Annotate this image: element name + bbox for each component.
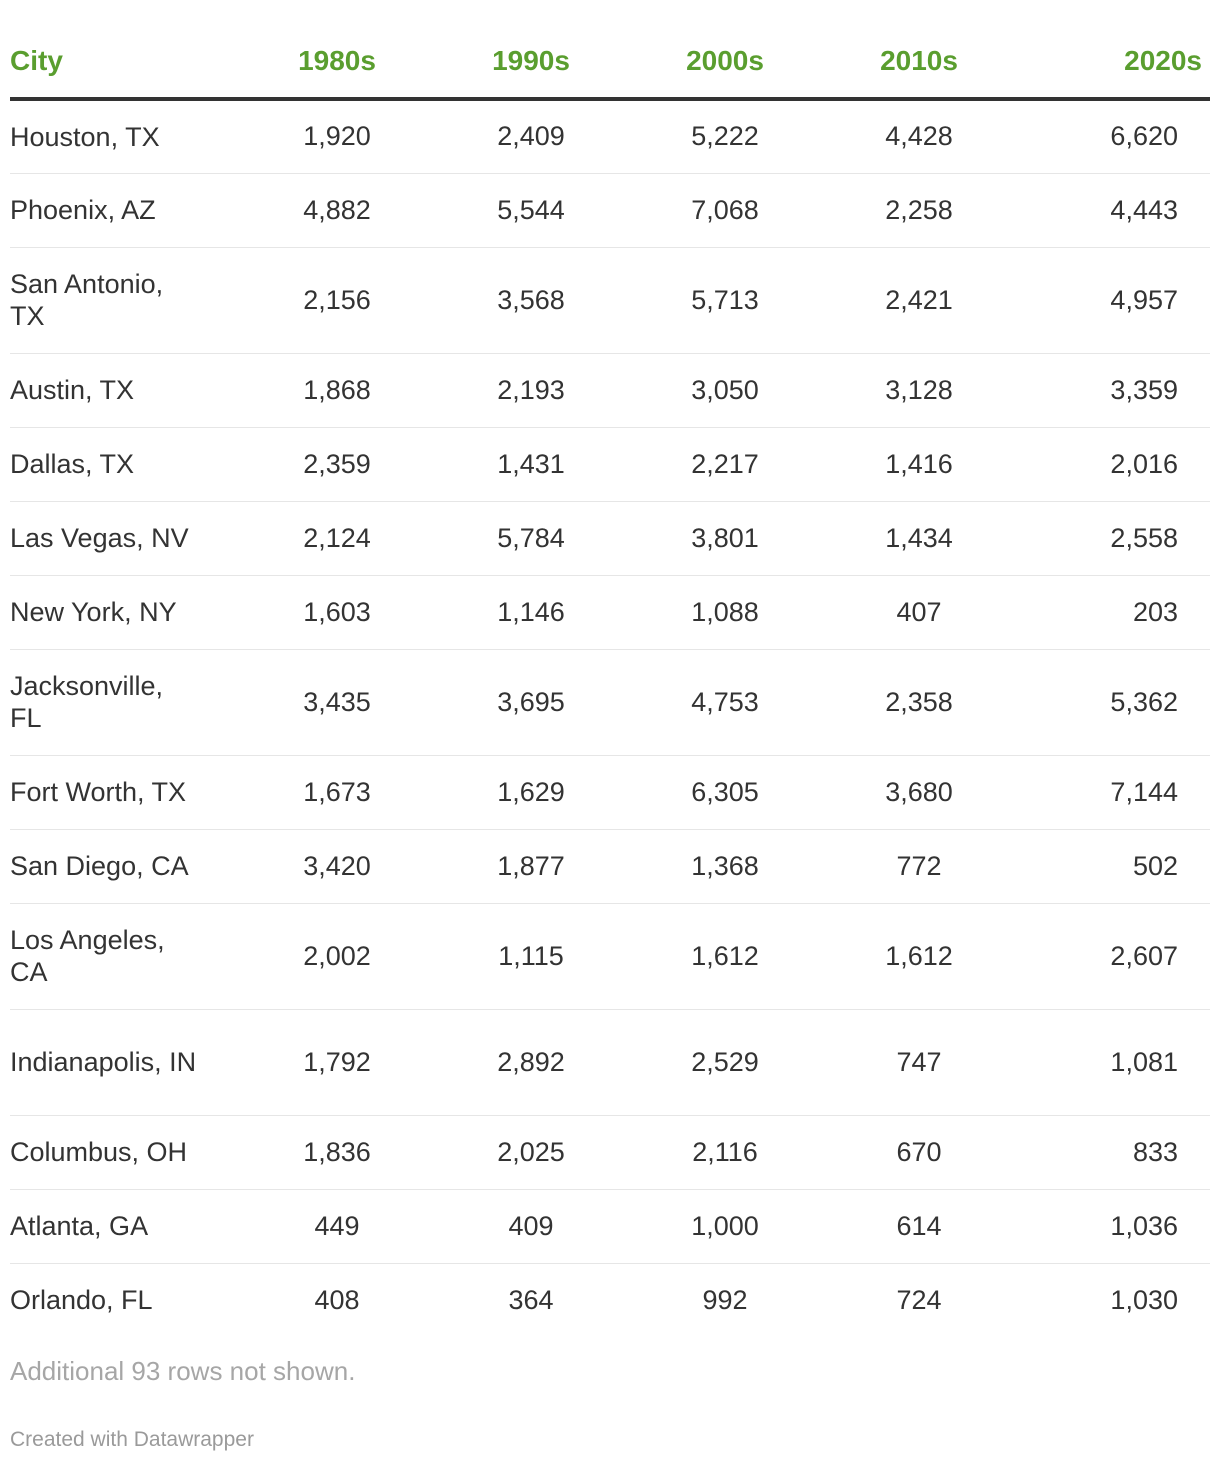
cell-2000s: 1,368 [628,829,822,903]
cell-2000s: 6,305 [628,755,822,829]
cell-2010s: 407 [822,575,1016,649]
cell-2000s: 2,529 [628,1009,822,1115]
cell-1980s: 449 [240,1189,434,1263]
cell-1990s: 409 [434,1189,628,1263]
cell-2010s: 3,680 [822,755,1016,829]
table-container [10,0,1210,1337]
cell-1990s: 1,146 [434,575,628,649]
cell-2010s: 614 [822,1189,1016,1263]
cell-1980s: 408 [314,1284,360,1315]
cell-2020s: 6,620 [1016,99,1210,173]
cell-2000s: 5,713 [628,247,822,353]
cell-1980s: 3,420 [240,829,434,903]
cell-1980s: 2,156 [240,247,434,353]
table-row [10,247,1210,353]
cell-2020s: 502 [1016,829,1210,903]
table-row [10,903,1210,1009]
cell-1980s: 1,603 [240,575,434,649]
cell-2000s: 1,000 [628,1189,822,1263]
column-header-1980s[interactable]: 1980s [240,0,434,99]
cell-2020s: 2,016 [1016,427,1210,501]
cell-1990s: 1,431 [434,427,628,501]
cell-1990s: 1,115 [434,903,628,1009]
cell-2020s: 3,359 [1016,353,1210,427]
cell-2000s: 5,222 [628,99,822,173]
cell-city: Houston, TX [10,99,240,173]
cell-city: Jacksonville, FL [10,649,240,755]
table-header-row [10,0,1210,99]
cell-1980s: 2,359 [240,427,434,501]
cell-1980s: 3,435 [240,649,434,755]
cell-1980s: 2,002 [240,903,434,1009]
cell-1990s: 2,193 [434,353,628,427]
cell-2020s: 5,362 [1016,649,1210,755]
cell-1990s: 364 [508,1284,554,1315]
cell-2020s: 7,144 [1016,755,1210,829]
cell-1980s: 1,920 [240,99,434,173]
cell-1980s: 1,868 [240,353,434,427]
cell-2020s: 2,558 [1016,501,1210,575]
cell-city: Atlanta, GA [10,1189,240,1263]
cell-city: Indianapolis, IN [10,1009,240,1115]
cell-2020s: 4,957 [1016,247,1210,353]
column-header-2010s[interactable]: 2010s [822,0,1016,99]
cell-city: Orlando, FL [10,1285,153,1316]
cell-1980s: 1,792 [240,1009,434,1115]
cell-1980s: 1,836 [240,1115,434,1189]
cell-2020s: 4,443 [1016,173,1210,247]
table-row [10,829,1210,903]
table-body [10,99,1210,1337]
cell-2010s: 772 [822,829,1016,903]
cell-2000s: 3,050 [628,353,822,427]
cell-1990s: 3,568 [434,247,628,353]
datawrapper-credit: Created with Datawrapper [10,1428,254,1451]
cell-2020s: 2,607 [1016,903,1210,1009]
cell-city: San Diego, CA [10,829,240,903]
table-row [10,575,1210,649]
cell-1990s: 3,695 [434,649,628,755]
cell-1990s: 1,877 [434,829,628,903]
table-row [10,427,1210,501]
column-header-2020s[interactable]: 2020s [1016,0,1210,99]
cell-2000s: 7,068 [628,173,822,247]
table-row [10,649,1210,755]
table-row [10,353,1210,427]
cell-2000s: 2,116 [628,1115,822,1189]
cell-city: Phoenix, AZ [10,173,240,247]
cell-2010s: 1,434 [822,501,1016,575]
table-row [10,1009,1210,1115]
cell-2010s: 4,428 [822,99,1016,173]
table-row [10,99,1210,173]
cell-2020s: 1,081 [1016,1009,1210,1115]
column-header-2000s[interactable]: 2000s [628,0,822,99]
cell-2000s: 3,801 [628,501,822,575]
table-row [10,173,1210,247]
cell-1990s: 5,784 [434,501,628,575]
column-header-1990s[interactable]: 1990s [434,0,628,99]
cell-2020s: 833 [1016,1115,1210,1189]
cell-1990s: 5,544 [434,173,628,247]
cell-city: Las Vegas, NV [10,501,240,575]
cell-1990s: 2,025 [434,1115,628,1189]
cell-2010s: 724 [896,1284,942,1315]
cell-2000s: 992 [702,1284,748,1315]
cell-2010s: 670 [822,1115,1016,1189]
cell-city: Los Angeles, CA [10,903,240,1009]
table-row [10,1115,1210,1189]
cell-2010s: 2,358 [822,649,1016,755]
cell-2010s: 2,258 [822,173,1016,247]
cell-2000s: 1,088 [628,575,822,649]
cell-2020s: 1,030 [1110,1284,1178,1315]
cell-2000s: 2,217 [628,427,822,501]
data-table [10,0,1210,1337]
table-row [10,501,1210,575]
cell-2000s: 4,753 [628,649,822,755]
cell-2000s: 1,612 [628,903,822,1009]
cell-city: Austin, TX [10,353,240,427]
cell-city: Columbus, OH [10,1115,240,1189]
cell-2020s: 1,036 [1016,1189,1210,1263]
cell-2020s: 203 [1016,575,1210,649]
table-notes: Additional 93 rows not shown. [10,1356,356,1386]
cell-city: New York, NY [10,575,240,649]
cell-2010s: 3,128 [822,353,1016,427]
table-row [10,1189,1210,1263]
cell-1990s: 2,409 [434,99,628,173]
cell-1980s: 2,124 [240,501,434,575]
cell-1990s: 2,892 [434,1009,628,1115]
cell-city: Dallas, TX [10,427,240,501]
cell-2010s: 1,416 [822,427,1016,501]
cell-1990s: 1,629 [434,755,628,829]
cell-2010s: 1,612 [822,903,1016,1009]
table-row [10,755,1210,829]
cell-2010s: 2,421 [822,247,1016,353]
table-row [10,1263,1210,1337]
column-header-city[interactable]: City [10,0,240,99]
cell-1980s: 4,882 [240,173,434,247]
cell-2010s: 747 [822,1009,1016,1115]
cell-1980s: 1,673 [240,755,434,829]
cell-city: Fort Worth, TX [10,755,240,829]
cell-city: San Antonio, TX [10,247,240,353]
